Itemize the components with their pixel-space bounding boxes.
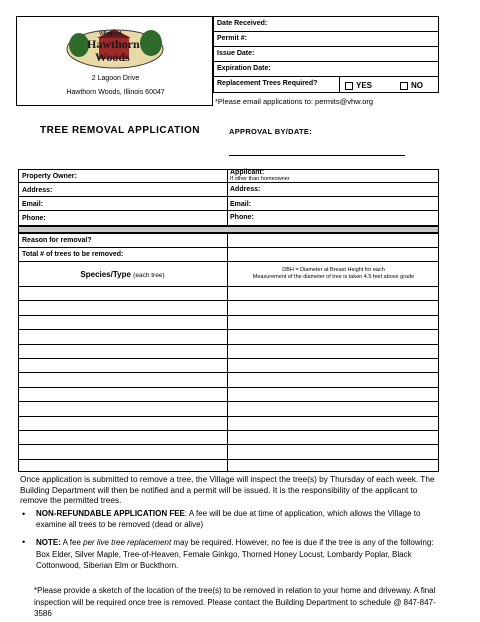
- note-text-pre: A fee: [60, 538, 84, 547]
- note-text-post: may be required. However, no fee is due if the tree is any of the following: Box Elder, Silver Maple, Tree-of-Heaven, Female Ginkgo, Thorned Honey Locust, Lombardy Poplar, Black Cottonwood, Siberian Elm or Buckthorn.: [36, 538, 434, 570]
- logo-text-woods: Woods: [95, 50, 130, 64]
- tree-row-line[interactable]: [18, 358, 439, 359]
- email-applications-note: *Please email applications to: permits@vhw.org: [215, 97, 374, 106]
- permit-number-label: Permit #:: [217, 35, 247, 42]
- form-title: TREE REMOVAL APPLICATION: [40, 125, 200, 136]
- dbh-line-2: Measurement of the diameter of tree is taken 4.5 feet above grade: [252, 274, 415, 280]
- expiration-date-label: Expiration Date:: [217, 65, 271, 72]
- note-label: NOTE:: [36, 538, 61, 547]
- address-line-1: 2 Lagoon Drive: [91, 75, 140, 82]
- logo-box: [16, 16, 213, 106]
- note-paragraph: [36, 537, 446, 572]
- species-header: [18, 270, 227, 279]
- checkbox-icon[interactable]: [400, 82, 408, 90]
- tree-row-line[interactable]: [18, 401, 439, 402]
- replacement-trees-label: Replacement Trees Required?: [217, 80, 318, 87]
- property-owner-label: Property Owner:: [22, 173, 77, 180]
- owner-address-label: Address:: [22, 187, 53, 194]
- applicant-address-label: Address:: [230, 186, 261, 193]
- tree-row-line[interactable]: [18, 416, 439, 417]
- sketch-paragraph: *Please provide a sketch of the location of the tree(s) to be removed in relation to your home and driveway. A final inspection will be required once tree is removed. Please contact the Building Department to schedule @ 847-847-3586: [34, 586, 436, 618]
- tree-row-line[interactable]: [18, 430, 439, 431]
- owner-email-label: Email:: [22, 201, 44, 208]
- applicant-note: If other than homeowner: [230, 176, 290, 182]
- logo-text-village: Village of: [99, 31, 122, 37]
- tree-row-line[interactable]: [18, 344, 439, 345]
- approval-label: APPROVAL BY/DATE:: [229, 127, 313, 136]
- fee-text: : A fee will be due at time of application, which allows the Village to examine all trees to be removed (dead or alive): [36, 509, 421, 529]
- applicant-email-label: Email:: [230, 201, 252, 208]
- species-header-label: Species/Type: [80, 270, 131, 279]
- tree-row-line[interactable]: [18, 329, 439, 330]
- issue-date-label: Issue Date:: [217, 50, 255, 57]
- gray-divider-bar: [18, 226, 439, 233]
- dbh-line-1: DBH = Diameter at Breast Height for each: [282, 267, 385, 273]
- species-header-note: (each tree): [133, 272, 165, 279]
- intro-paragraph: Once application is submitted to remove a tree, the Village will inspect the tree(s) by Thursday of each week. The Building Department will then be notified and a permit will be issued. It is the responsibility of the applicant to remove the permitted trees.: [20, 474, 435, 505]
- no-option[interactable]: [400, 81, 423, 90]
- bullet-dot-2: •: [22, 537, 26, 547]
- applicant-label: Applicant:: [230, 169, 265, 176]
- tree-row-line[interactable]: [18, 300, 439, 301]
- no-label: NO: [411, 81, 423, 90]
- yes-label: YES: [356, 81, 373, 90]
- tree-row-line[interactable]: [18, 315, 439, 316]
- total-trees-label: Total # of trees to be removed:: [22, 251, 124, 258]
- address-line-2: Hawthorn Woods, Illinois 60047: [66, 89, 165, 96]
- fee-label: NON-REFUNDABLE APPLICATION FEE: [36, 509, 185, 518]
- fee-paragraph: [36, 509, 446, 530]
- tree-row-line[interactable]: [18, 459, 439, 460]
- reason-label: Reason for removal?: [22, 237, 92, 244]
- tree-row-line[interactable]: [18, 372, 439, 373]
- note-italic: per live tree replacement: [83, 538, 172, 547]
- applicant-phone-label: Phone:: [230, 214, 254, 221]
- yes-option[interactable]: [345, 81, 372, 90]
- owner-phone-label: Phone:: [22, 215, 46, 222]
- tree-row-line[interactable]: [18, 444, 439, 445]
- owner-applicant-box: [18, 169, 439, 226]
- logo-text-hawthorn: Hawthorn: [87, 37, 140, 51]
- checkbox-icon[interactable]: [345, 82, 353, 90]
- tree-row-line[interactable]: [18, 387, 439, 388]
- approval-signature-line[interactable]: [229, 155, 405, 156]
- bullet-dot-1: •: [22, 509, 26, 519]
- date-received-label: Date Received:: [217, 20, 268, 27]
